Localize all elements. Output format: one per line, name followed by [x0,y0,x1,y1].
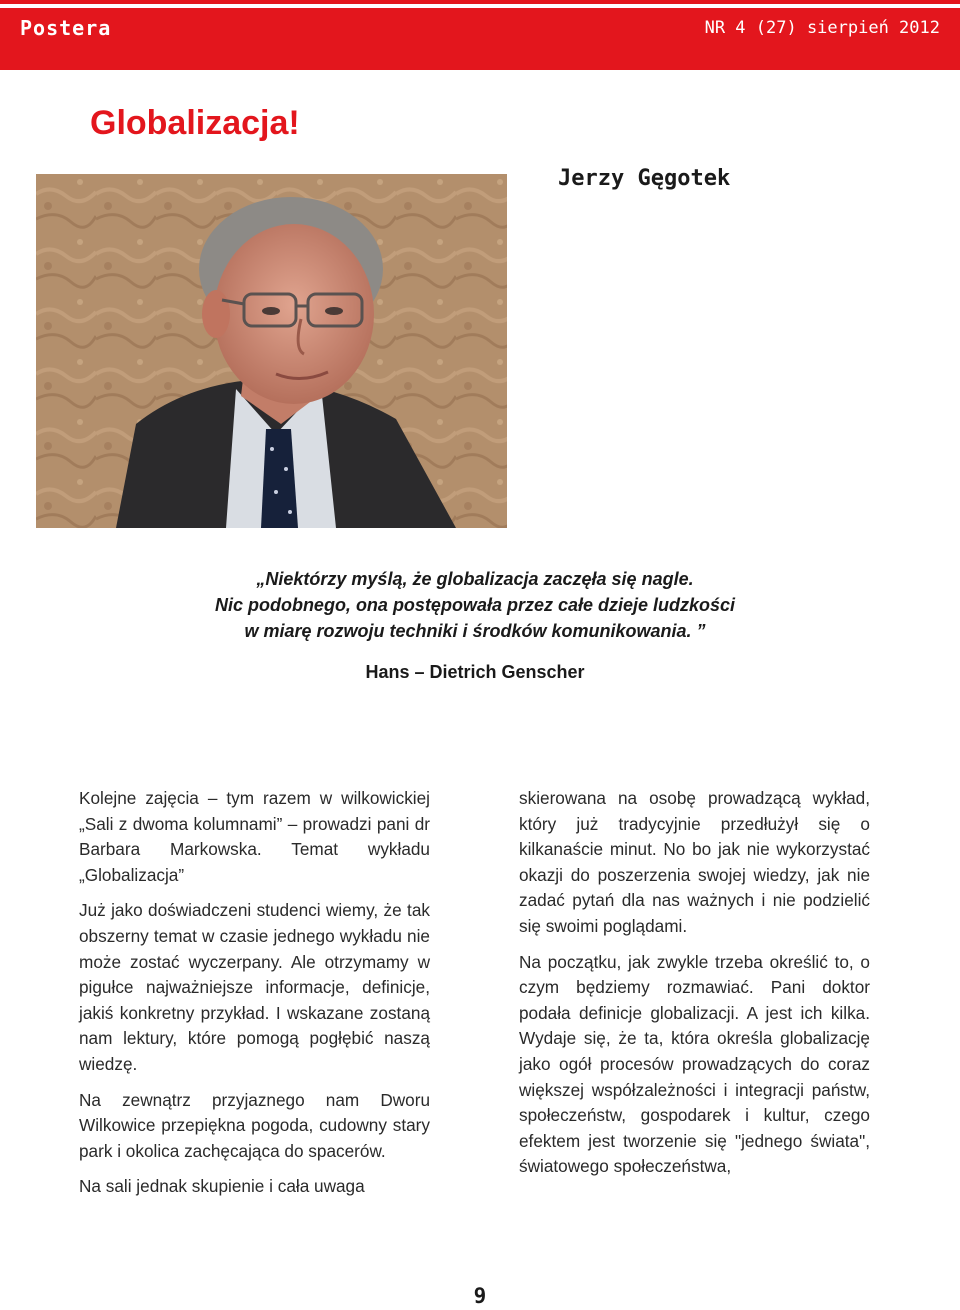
paragraph: Na zewnątrz przyjaznego nam Dworu Wilkowice przepiękna pogoda, cudowny stary park i okolica zachęcająca do spacerów. [79,1089,430,1161]
quote-line: Nic podobnego, ona postępowała przez całe dzieje ludzkości [214,595,736,615]
article-column-right [519,786,870,1190]
paragraph: Już jako doświadczeni studenci wiemy, że tak obszerny temat w czasie jednego wykładu nie może zostać wyczerpany. Ale otrzymamy w pigułce najważniejsze informacje, definicje, jakiś konkretny przykład. I wskazane zostaną nam lektury, które pomogą pogłębić naszą wiedzę. [79,900,430,1074]
article-title: Globalizacja! [90,104,300,142]
paragraph: Na początku, jak zwykle trzeba określić to, o czym będziemy rozmawiać. Pani doktor podała definicje globalizacji. A jest ich kilka. Wydaje się, że ta, która określa globalizację jako ogół procesów prowadzących do coraz większej współzależności i integracji państw, społeczeństw, gospodarek i kultur, czego efektem jest tworzenie się "jednego świata", światowego społeczeństwa, [519,951,870,1177]
issue-info: NR 4 (27) sierpień 2012 [704,18,940,38]
article-column-left [79,786,430,1210]
publication-name: Postera [20,16,112,40]
quote-line: w miarę rozwoju techniki i środków komunikowania. ” [244,621,706,641]
quote-line: „Niektórzy myślą, że globalizacja zaczęła się nagle. [256,569,694,589]
quote-attribution: Hans – Dietrich Genscher [365,662,585,682]
header-banner [0,8,960,70]
author-portrait-image [36,174,507,528]
page-number: 9 [473,1284,487,1308]
epigraph-quote [90,566,860,644]
author-photo [36,174,507,528]
article-author: Jerzy Gęgotek [558,166,731,191]
header-top-rule [0,0,960,4]
paragraph: Kolejne zajęcia – tym razem w wilkowickiej „Sali z dwoma kolumnami” – prowadzi pani dr Barbara Markowska. Temat wykładu „Globalizacja” [79,788,430,885]
paragraph: skierowana na osobę prowadzącą wykład, który już tradycyjnie przedłużył się o kilkanaście minut. No bo jak nie wykorzystać okazji do poszerzenia swojej wiedzy, jak nie zadać pytań dla nas ważnych i nie podzielić się swoimi poglądami. [519,788,870,936]
paragraph: Na sali jednak skupienie i cała uwaga [79,1176,365,1197]
